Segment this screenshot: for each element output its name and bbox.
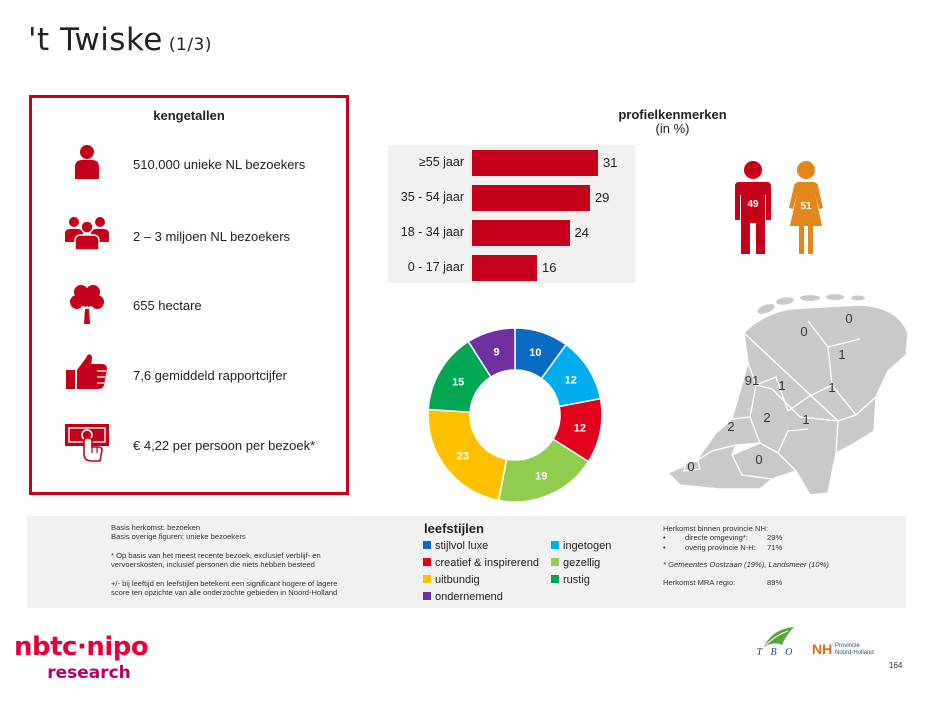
kengetallen-panel: [29, 95, 349, 495]
legend-swatch: [423, 541, 431, 549]
tree-icon: [62, 282, 112, 326]
herkomst-mra: [663, 578, 903, 587]
map-shape: [668, 305, 908, 495]
footer-note-significance: [111, 579, 337, 598]
female-percentage: 51: [800, 201, 812, 212]
herkomst-title: Herkomst binnen provincie NH:: [663, 524, 769, 533]
nbtc-nipo-logo: [14, 634, 164, 683]
legend-label: creatief & inspirerend: [435, 557, 539, 569]
money-icon: [62, 420, 112, 464]
legend-label: stijlvol luxe: [435, 540, 489, 552]
age-bar-label: ≥55 jaar: [418, 155, 464, 169]
legend-swatch: [423, 592, 431, 600]
note-significance-line2: score ten opzichte van alle onderzochte gebieden in Noord-Holland: [111, 588, 338, 598]
map-value: 2: [727, 419, 735, 434]
legend-label: ingetogen: [563, 540, 612, 552]
legend-item: [423, 540, 488, 552]
mra-value: 89%: [767, 577, 783, 587]
age-bar-value: 31: [603, 155, 618, 170]
footer-panel: [27, 516, 906, 608]
thumbs-up-icon: [62, 350, 112, 394]
page-title-sub: (1/3): [168, 35, 212, 55]
netherlands-map: [660, 293, 922, 498]
person-icon: [62, 143, 112, 187]
note-spending-line1: * Op basis van het meest recente bezoek, exclusief verblijf- en: [111, 551, 321, 560]
profiel-title-unit: (in %): [655, 121, 690, 136]
herkomst-row-2: • overig provincie N-H: 71%: [663, 542, 783, 552]
herkomst-row-1: • directe omgeving*: 29%: [663, 533, 783, 543]
age-bar: [472, 150, 598, 176]
footer-note-spending: [111, 551, 321, 570]
age-bar-value: 16: [542, 260, 557, 275]
donut-slice-value: 23: [456, 450, 469, 463]
map-value: 1: [838, 347, 846, 362]
map-value: 2: [763, 410, 771, 425]
nh-text-line1: Provincie: [835, 643, 860, 649]
nh-mark: NH: [812, 641, 833, 657]
herkomst-info: [663, 524, 903, 587]
kengetal-spending: € 4,22 per persoon per bezoek*: [133, 438, 316, 453]
map-value: 0: [755, 452, 763, 467]
age-bar: [472, 185, 590, 211]
legend-swatch: [551, 575, 559, 583]
age-bar-value: 24: [574, 225, 590, 240]
donut-slice-value: 12: [573, 422, 586, 435]
legend-swatch: [423, 575, 431, 583]
page-title-main: 't Twiske: [28, 22, 163, 58]
basis-overige: Basis overige figuren: unieke bezoekers: [111, 532, 246, 542]
legend-label: ondernemend: [435, 591, 503, 603]
herkomst-2-value: 71%: [767, 542, 783, 552]
logo-line1: nbtc·nipo: [14, 632, 149, 662]
kengetal-rating: 7,6 gemiddeld rapportcijfer: [133, 368, 287, 383]
footer-basis: [111, 523, 246, 542]
map-value: 91: [744, 373, 760, 388]
kengetallen-title: kengetallen: [153, 108, 225, 123]
kengetal-visitors-unique: 510.000 unieke NL bezoekers: [133, 157, 306, 172]
page-number: 164: [889, 661, 903, 670]
legend-item: [551, 540, 611, 552]
donut-slice-value: 12: [564, 374, 577, 387]
leefstijlen-donut-chart: [425, 325, 605, 505]
legend-swatch: [551, 541, 559, 549]
age-bar-label: 0 - 17 jaar: [407, 260, 464, 274]
page-title: [28, 22, 212, 58]
age-bar-label: 18 - 34 jaar: [400, 225, 464, 239]
donut-slice-value: 19: [535, 470, 548, 483]
legend-title: leefstijlen: [424, 521, 484, 536]
legend-item: [423, 557, 539, 569]
kengetal-area: 655 hectare: [133, 298, 202, 313]
map-value: 1: [802, 412, 810, 427]
map-value: 0: [800, 324, 808, 339]
legend-label: uitbundig: [435, 574, 480, 586]
legend-swatch: [423, 558, 431, 566]
herkomst-1-label: directe omgeving*:: [685, 533, 748, 543]
legend-swatch: [551, 558, 559, 566]
map-value: 1: [778, 378, 786, 393]
group-icon: [62, 212, 112, 256]
note-spending-line2: vervoerskosten, inclusief personen die niets hebben besteed: [111, 560, 315, 570]
legend-item: [423, 574, 480, 586]
legend-item: [551, 557, 600, 569]
note-significance-line1: +/- bij leeftijd en leefstijlen betekent een significant hogere of lagere: [111, 579, 338, 588]
age-bar-value: 29: [594, 190, 610, 205]
age-bar-label: 35 - 54 jaar: [400, 190, 464, 204]
legend-item: [551, 574, 590, 586]
male-percentage: 49: [747, 199, 759, 210]
mra-label: Herkomst MRA regio:: [663, 577, 736, 587]
profiel-title: [565, 108, 780, 136]
donut-slice-value: 10: [529, 347, 542, 360]
age-bar: [472, 255, 537, 281]
age-bar: [472, 220, 570, 246]
legend-item: [423, 591, 503, 603]
herkomst-2-label: overig provincie N-H:: [685, 542, 756, 552]
herkomst-gemeenten: * Gemeentes Oostzaan (19%), Landsmeer (10%): [663, 560, 829, 570]
donut-slice-value: 15: [452, 376, 465, 389]
tbo-text: T B O: [756, 647, 796, 657]
profiel-title-main: profielkenmerken: [618, 107, 727, 122]
kengetal-visitors-total: 2 – 3 miljoen NL bezoekers: [133, 229, 291, 244]
donut-slice-value: 9: [493, 346, 500, 359]
herkomst-1-value: 29%: [767, 533, 783, 543]
legend-label: rustig: [563, 574, 590, 586]
provincie-nh-logo: [812, 640, 882, 658]
gender-chart: [720, 160, 840, 256]
logo-line2: research: [47, 663, 131, 683]
nh-text-line2: Noord-Holland: [835, 650, 874, 656]
map-value: 1: [828, 380, 836, 395]
legend-label: gezellig: [563, 557, 601, 569]
tbo-logo: [742, 625, 810, 657]
map-value: 0: [687, 459, 695, 474]
map-value: 0: [845, 311, 853, 326]
basis-herkomst: Basis herkomst: bezoeken: [111, 523, 201, 532]
